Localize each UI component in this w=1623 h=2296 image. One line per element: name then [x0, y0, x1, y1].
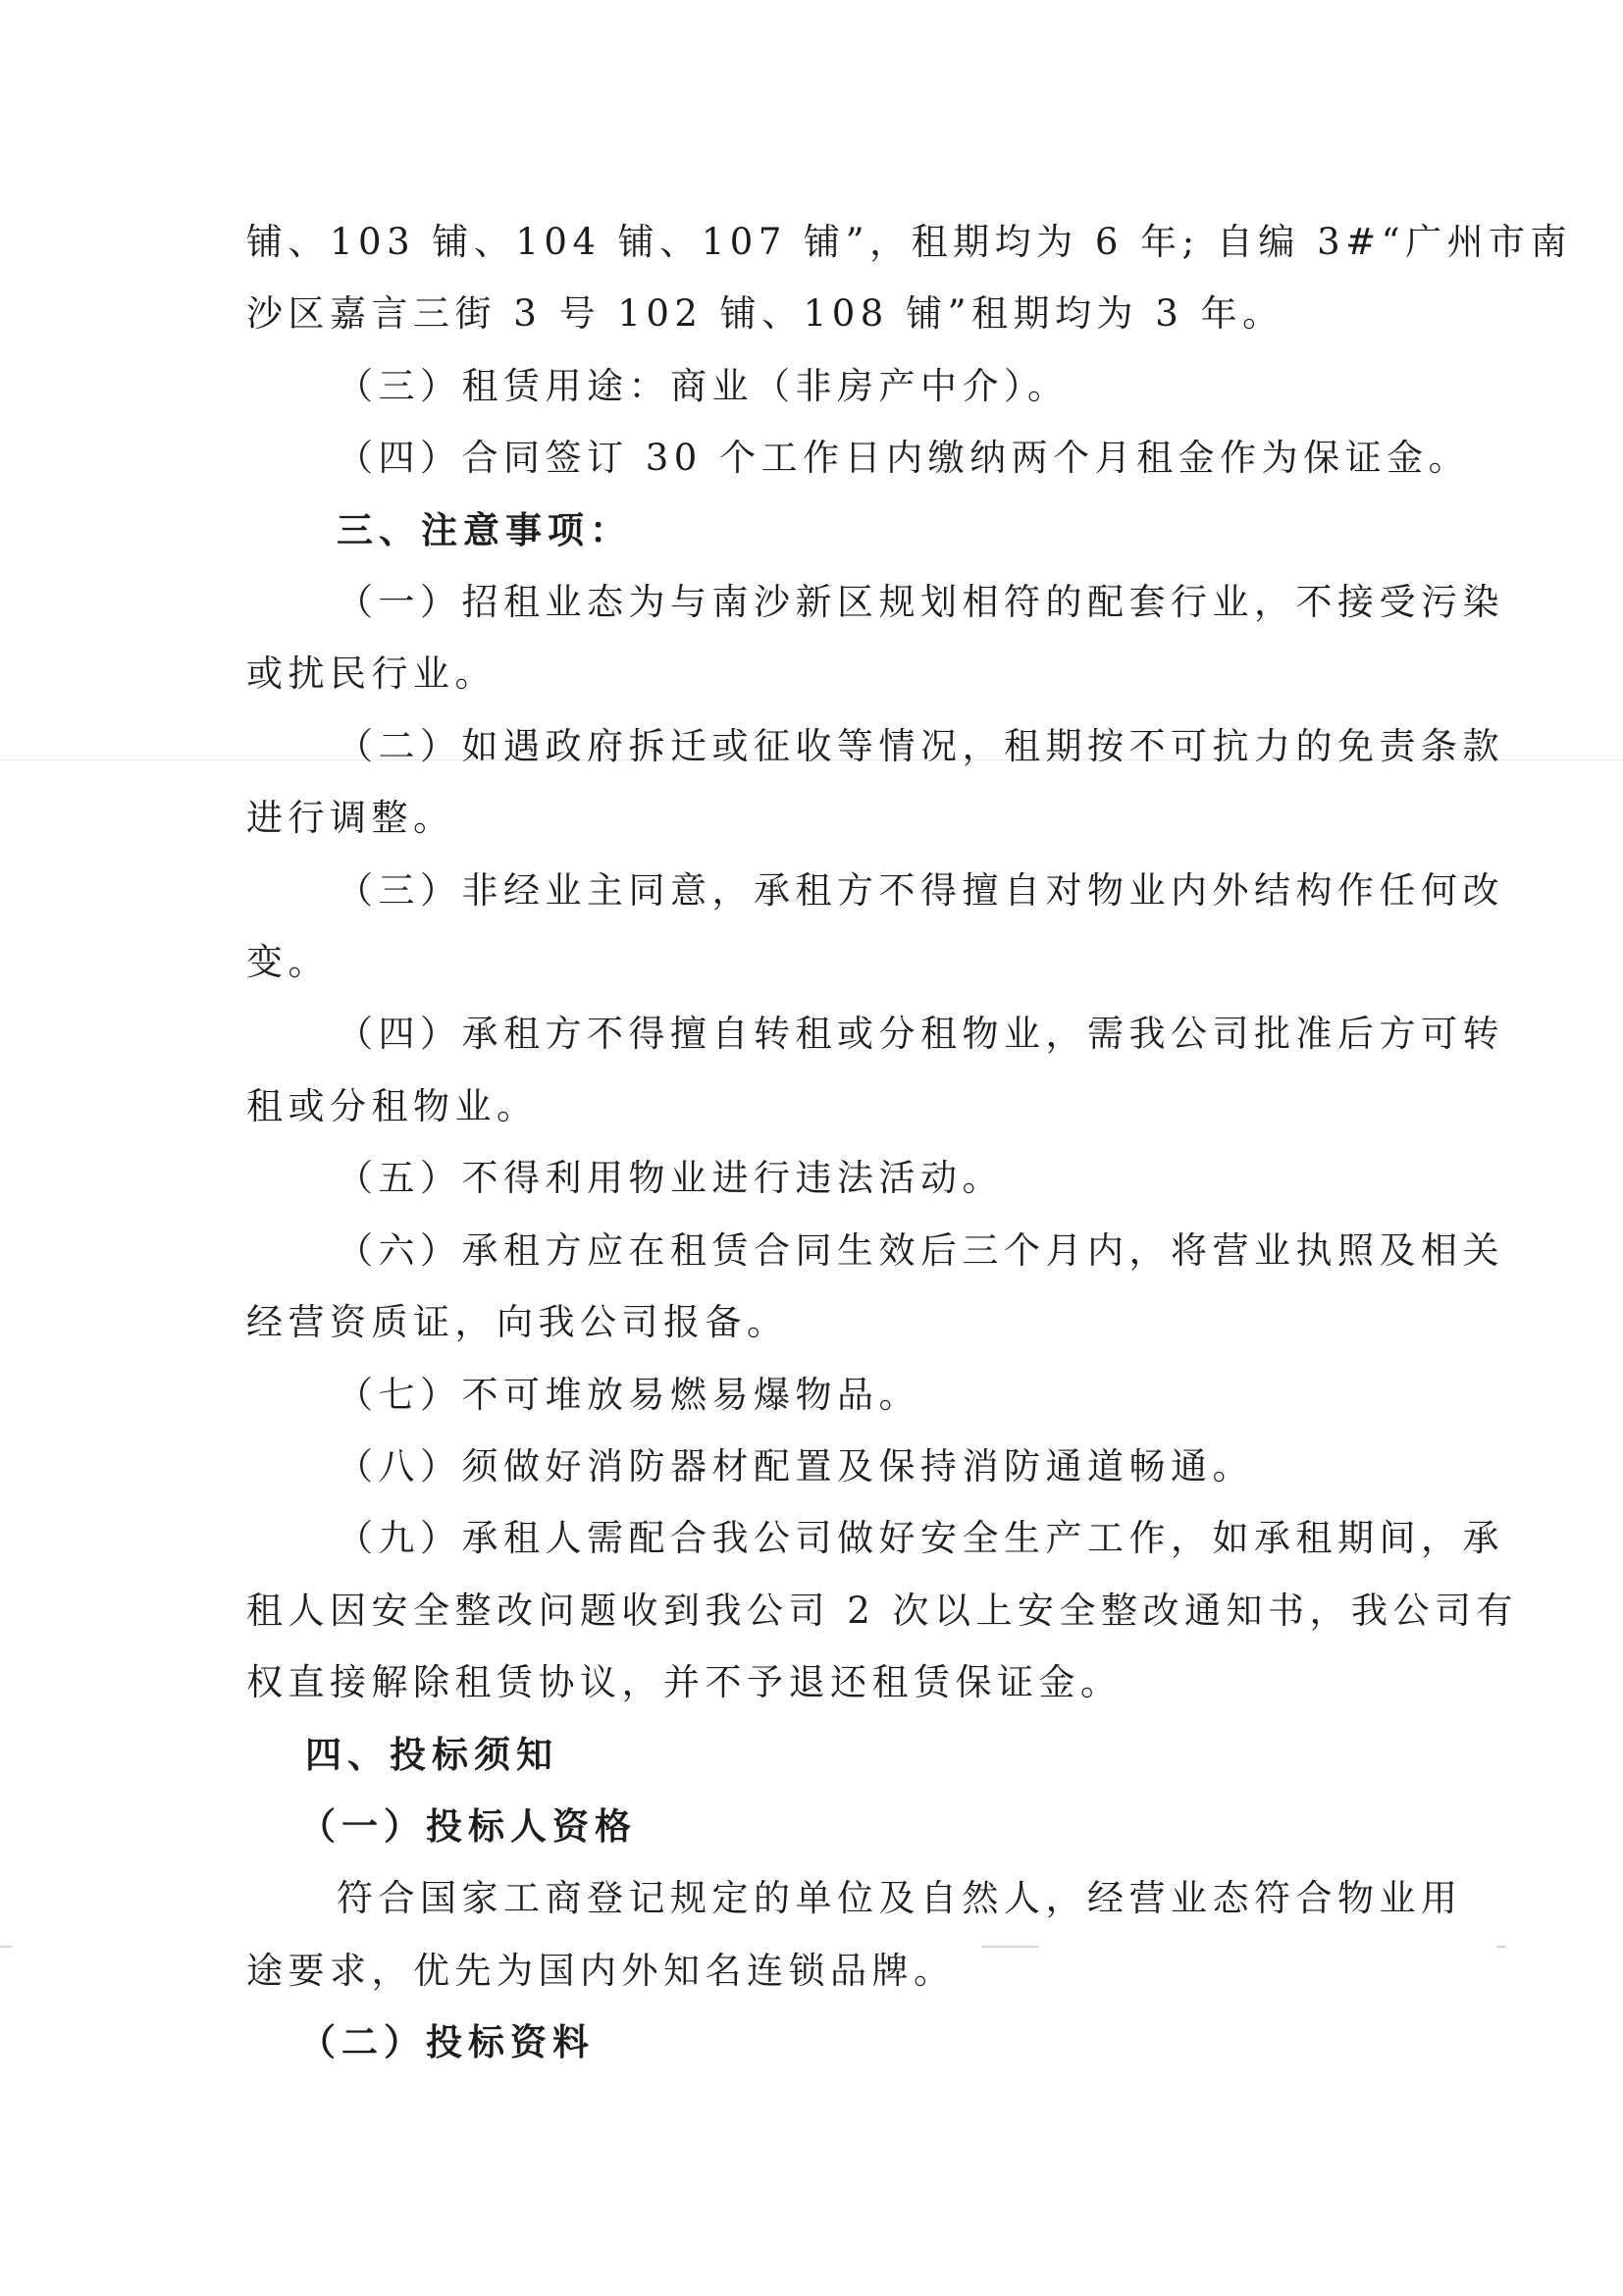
- clause-line: （八）须做好消防器材配置及保持消防通道畅通。: [337, 1444, 1254, 1487]
- scan-artifact-mark: [0, 1946, 12, 1948]
- clause-line: （三）非经业主同意，承租方不得擅自对物业内外结构作任何改: [337, 868, 1504, 912]
- body-line: 租人因安全整改问题收到我公司 2 次以上安全整改通知书，我公司有: [246, 1589, 1519, 1632]
- clause-line: （五）不得利用物业进行违法活动。: [337, 1157, 1004, 1200]
- body-line: 权直接解除租赁协议，并不予退还租赁保证金。: [246, 1661, 1123, 1704]
- document-body: [246, 206, 1573, 2079]
- clause-line: （四）合同签订 30 个工作日内缴纳两个月租金作为保证金。: [337, 437, 1471, 480]
- body-line: 进行调整。: [246, 797, 455, 840]
- body-line: 或扰民行业。: [246, 652, 497, 696]
- body-line: 变。: [246, 941, 330, 984]
- scan-artifact-mark: [1496, 1946, 1506, 1948]
- body-line: 途要求，优先为国内外知名连锁品牌。: [246, 1949, 956, 1992]
- body-line: 租或分租物业。: [246, 1084, 539, 1127]
- clause-line: （九）承租人需配合我公司做好安全生产工作，如承租期间，承: [337, 1517, 1504, 1560]
- clause-line: （三）租赁用途：商业（非房产中介）。: [337, 364, 1070, 407]
- section-heading: 三、注意事项：: [337, 508, 632, 551]
- body-line: 沙区嘉言三街 3 号 102 铺、108 铺”租期均为 3 年。: [246, 292, 1284, 336]
- subsection-heading: （一）投标人资格: [299, 1804, 637, 1848]
- clause-line: （七）不可堆放易燃易爆物品。: [337, 1373, 920, 1416]
- body-line: 铺、103 铺、104 铺、107 铺”，租期均为 6 年; 自编 3#“广州市南: [246, 221, 1573, 263]
- clause-line: （一）招租业态为与南沙新区规划相符的配套行业，不接受污染: [337, 581, 1504, 624]
- clause-line: （二）如遇政府拆迁或征收等情况，租期按不可抗力的免责条款: [337, 724, 1504, 767]
- clause-line: （六）承租方应在租赁合同生效后三个月内，将营业执照及相关: [337, 1228, 1504, 1272]
- clause-line: 符合国家工商登记规定的单位及自然人，经营业态符合物业用: [337, 1877, 1463, 1920]
- clause-line: （四）承租方不得擅自转租或分租物业，需我公司批准后方可转: [337, 1013, 1504, 1056]
- subsection-heading: （二）投标资料: [299, 2021, 595, 2064]
- section-heading: 四、投标须知: [305, 1733, 558, 1776]
- body-line: 经营资质证，向我公司报备。: [246, 1301, 789, 1344]
